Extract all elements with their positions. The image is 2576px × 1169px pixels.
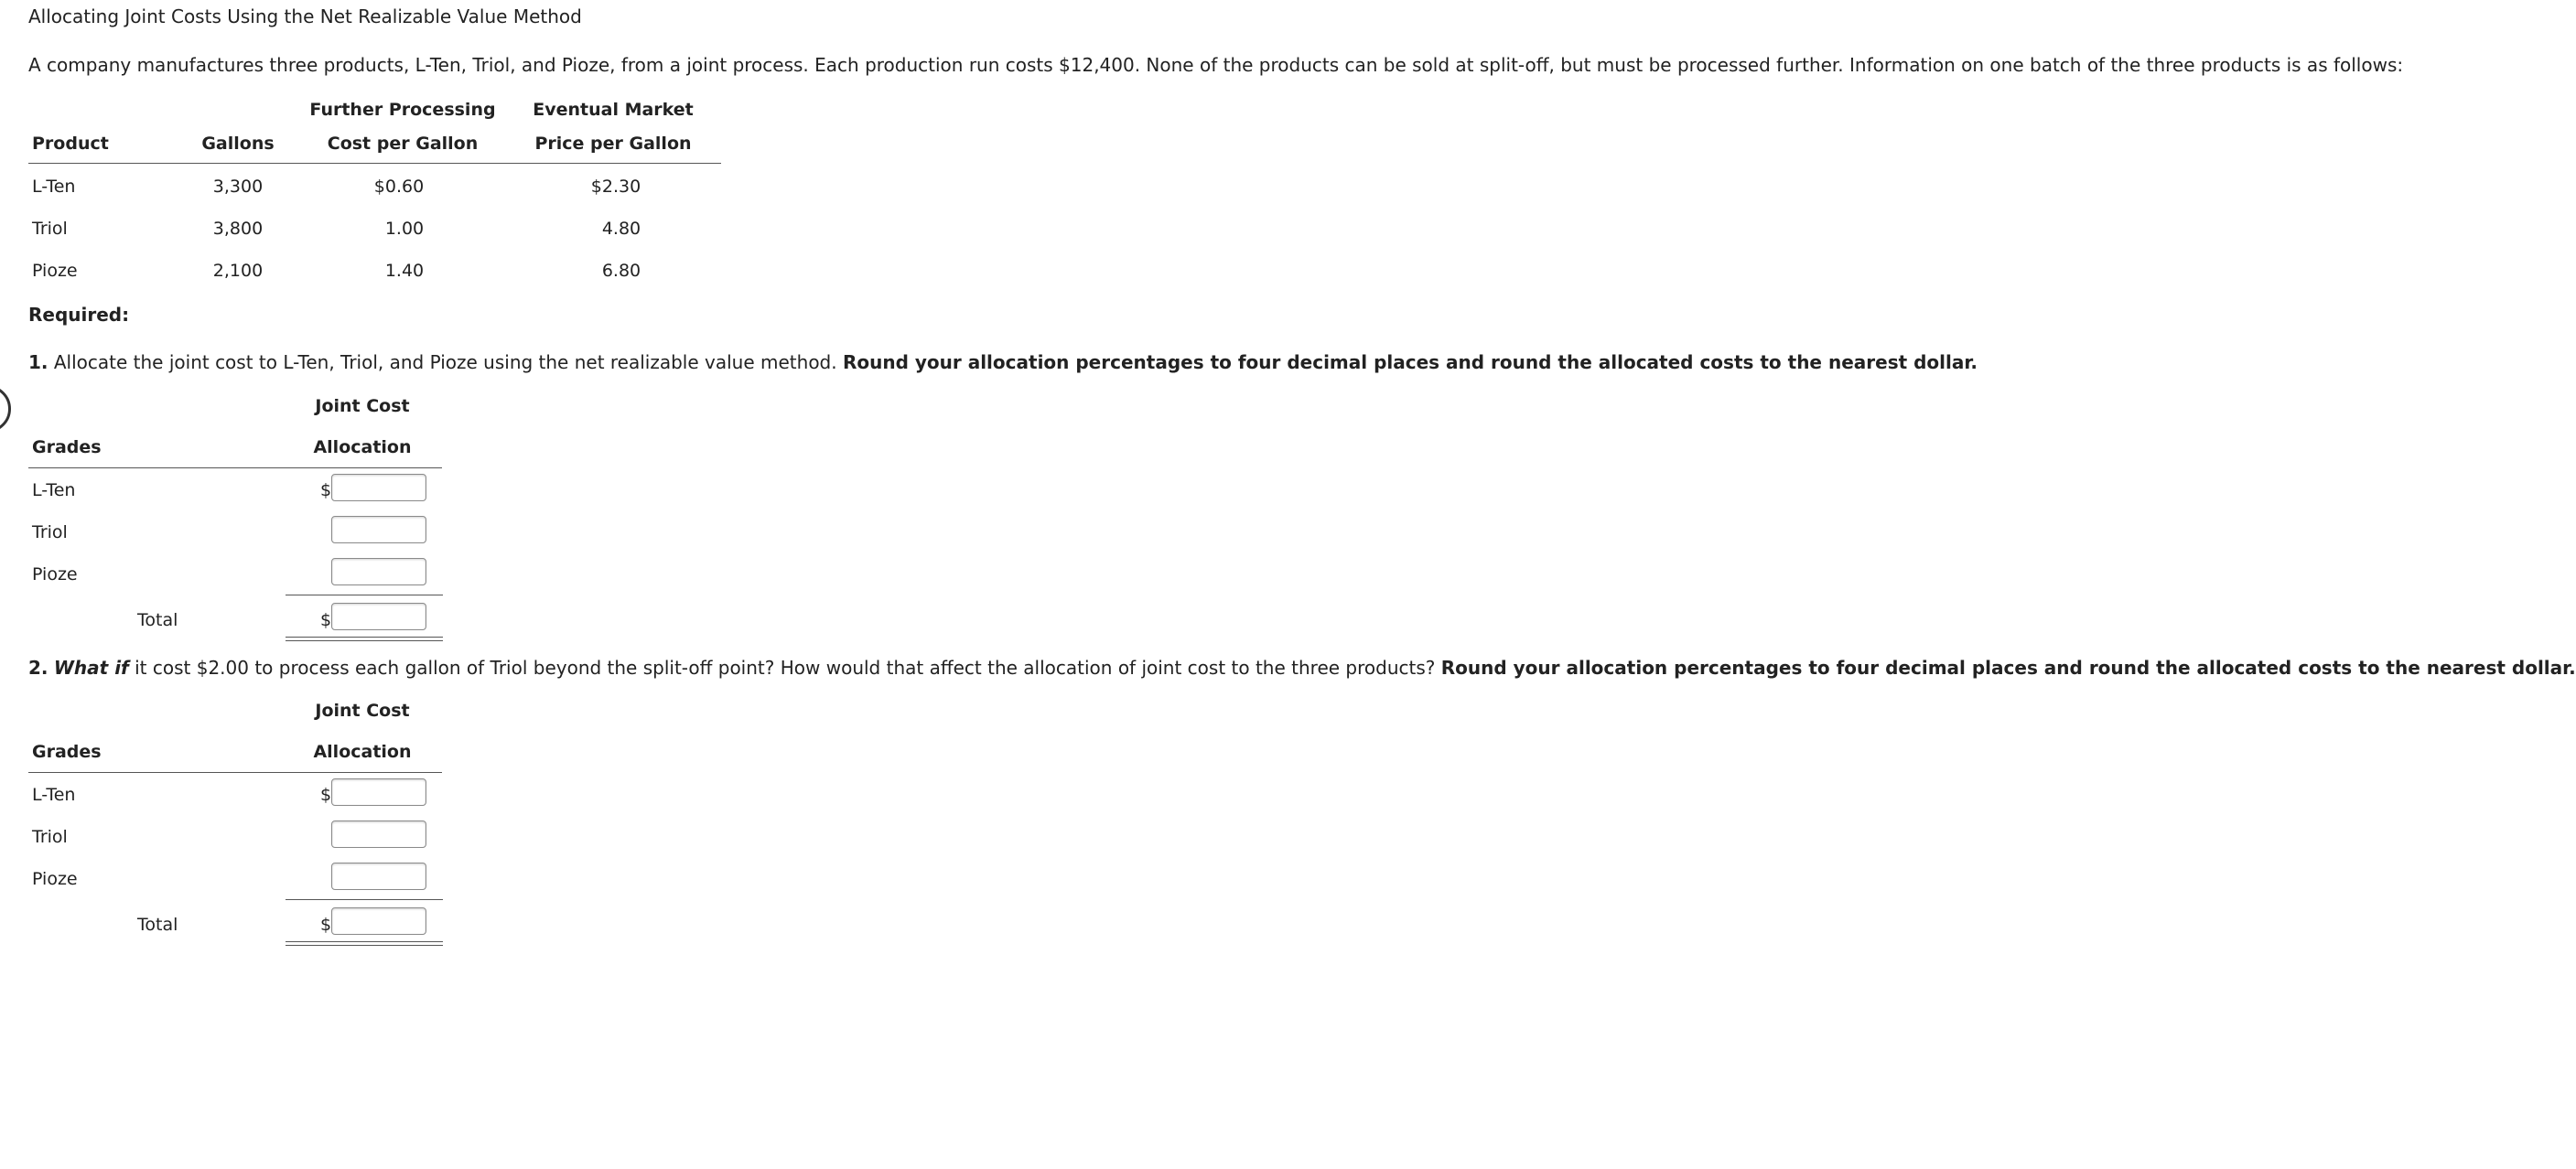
info-row-product: Pioze xyxy=(32,261,78,281)
alloc-row-label: Pioze xyxy=(32,564,78,584)
intro-text: A company manufactures three products, L-Ten, Triol, and Pioze, from a joint process. Each production run costs $12,400. None of the products can be sold at split-off, but must be processed further. Information on one batch of the three products is as follows: xyxy=(28,54,2404,76)
q2-triol-allocation-input[interactable] xyxy=(331,820,426,848)
alloc-header-joint-cost: Joint Cost xyxy=(315,396,410,416)
alloc-header-grades: Grades xyxy=(32,742,102,762)
info-row-product: L-Ten xyxy=(32,177,76,197)
info-row-product: Triol xyxy=(32,219,68,239)
question-2-number: 2. xyxy=(28,657,49,679)
alloc-total-label: Total xyxy=(137,915,178,935)
header-product: Product xyxy=(32,134,109,154)
q2-pioze-allocation-input[interactable] xyxy=(331,863,426,890)
alloc-row-label: Triol xyxy=(32,522,68,542)
question-2-body: it cost $2.00 to process each gallon of Triol beyond the split-off point? How would that affect the allocation of joint cost to the three products? xyxy=(128,657,1441,679)
alloc-total-label: Total xyxy=(137,610,178,630)
alloc-header-rule xyxy=(28,772,442,773)
total-double-rule xyxy=(286,637,443,641)
alloc-row-label: L-Ten xyxy=(32,785,76,805)
header-further-processing-line2: Cost per Gallon xyxy=(327,134,479,154)
alloc-row-label: Pioze xyxy=(32,869,78,889)
header-gallons: Gallons xyxy=(201,134,275,154)
alloc-row-label: Triol xyxy=(32,827,68,847)
question-2-what-if: What if xyxy=(53,657,129,679)
total-rule xyxy=(286,899,443,900)
question-1-text xyxy=(28,351,1978,373)
pointer-circle-icon xyxy=(0,385,11,433)
alloc-header-rule xyxy=(28,467,442,468)
question-2-instruction: Round your allocation percentages to four decimal places and round the allocated costs to the nearest dollar. xyxy=(1440,657,2576,679)
q1-lten-allocation-input[interactable] xyxy=(331,474,426,501)
info-row-cost: 1.40 xyxy=(384,261,425,281)
info-row-cost: 1.00 xyxy=(384,219,425,239)
q1-triol-allocation-input[interactable] xyxy=(331,516,426,543)
alloc-row-label: L-Ten xyxy=(32,480,76,500)
required-label: Required: xyxy=(28,304,130,326)
dollar-sign: $ xyxy=(320,610,332,630)
question-2-text xyxy=(28,657,2576,679)
alloc-header-grades: Grades xyxy=(32,437,102,457)
header-further-processing-line1: Further Processing xyxy=(309,100,496,120)
header-market-price-line1: Eventual Market xyxy=(533,100,694,120)
info-row-cost: $0.60 xyxy=(373,177,425,197)
q2-lten-allocation-input[interactable] xyxy=(331,778,426,806)
dollar-sign: $ xyxy=(320,480,332,500)
info-row-price: $2.30 xyxy=(590,177,641,197)
info-row-gallons: 2,100 xyxy=(212,261,264,281)
alloc-header-joint-cost: Joint Cost xyxy=(315,701,410,721)
total-double-rule xyxy=(286,941,443,946)
question-1-number: 1. xyxy=(28,351,49,373)
dollar-sign: $ xyxy=(320,915,332,935)
info-row-gallons: 3,800 xyxy=(212,219,264,239)
page-title: Allocating Joint Costs Using the Net Realizable Value Method xyxy=(28,5,582,27)
alloc-header-allocation: Allocation xyxy=(313,742,412,762)
info-row-gallons: 3,300 xyxy=(212,177,264,197)
question-1-body: Allocate the joint cost to L-Ten, Triol, and Pioze using the net realizable value method. xyxy=(48,351,843,373)
info-row-price: 6.80 xyxy=(601,261,641,281)
dollar-sign: $ xyxy=(320,785,332,805)
header-market-price-line2: Price per Gallon xyxy=(534,134,692,154)
question-1-instruction: Round your allocation percentages to four decimal places and round the allocated costs to the nearest dollar. xyxy=(842,351,1978,373)
q2-total-allocation-input[interactable] xyxy=(331,907,426,935)
info-table-header-rule xyxy=(28,163,721,164)
q1-total-allocation-input[interactable] xyxy=(331,603,426,630)
info-row-price: 4.80 xyxy=(601,219,641,239)
alloc-header-allocation: Allocation xyxy=(313,437,412,457)
q1-pioze-allocation-input[interactable] xyxy=(331,558,426,585)
